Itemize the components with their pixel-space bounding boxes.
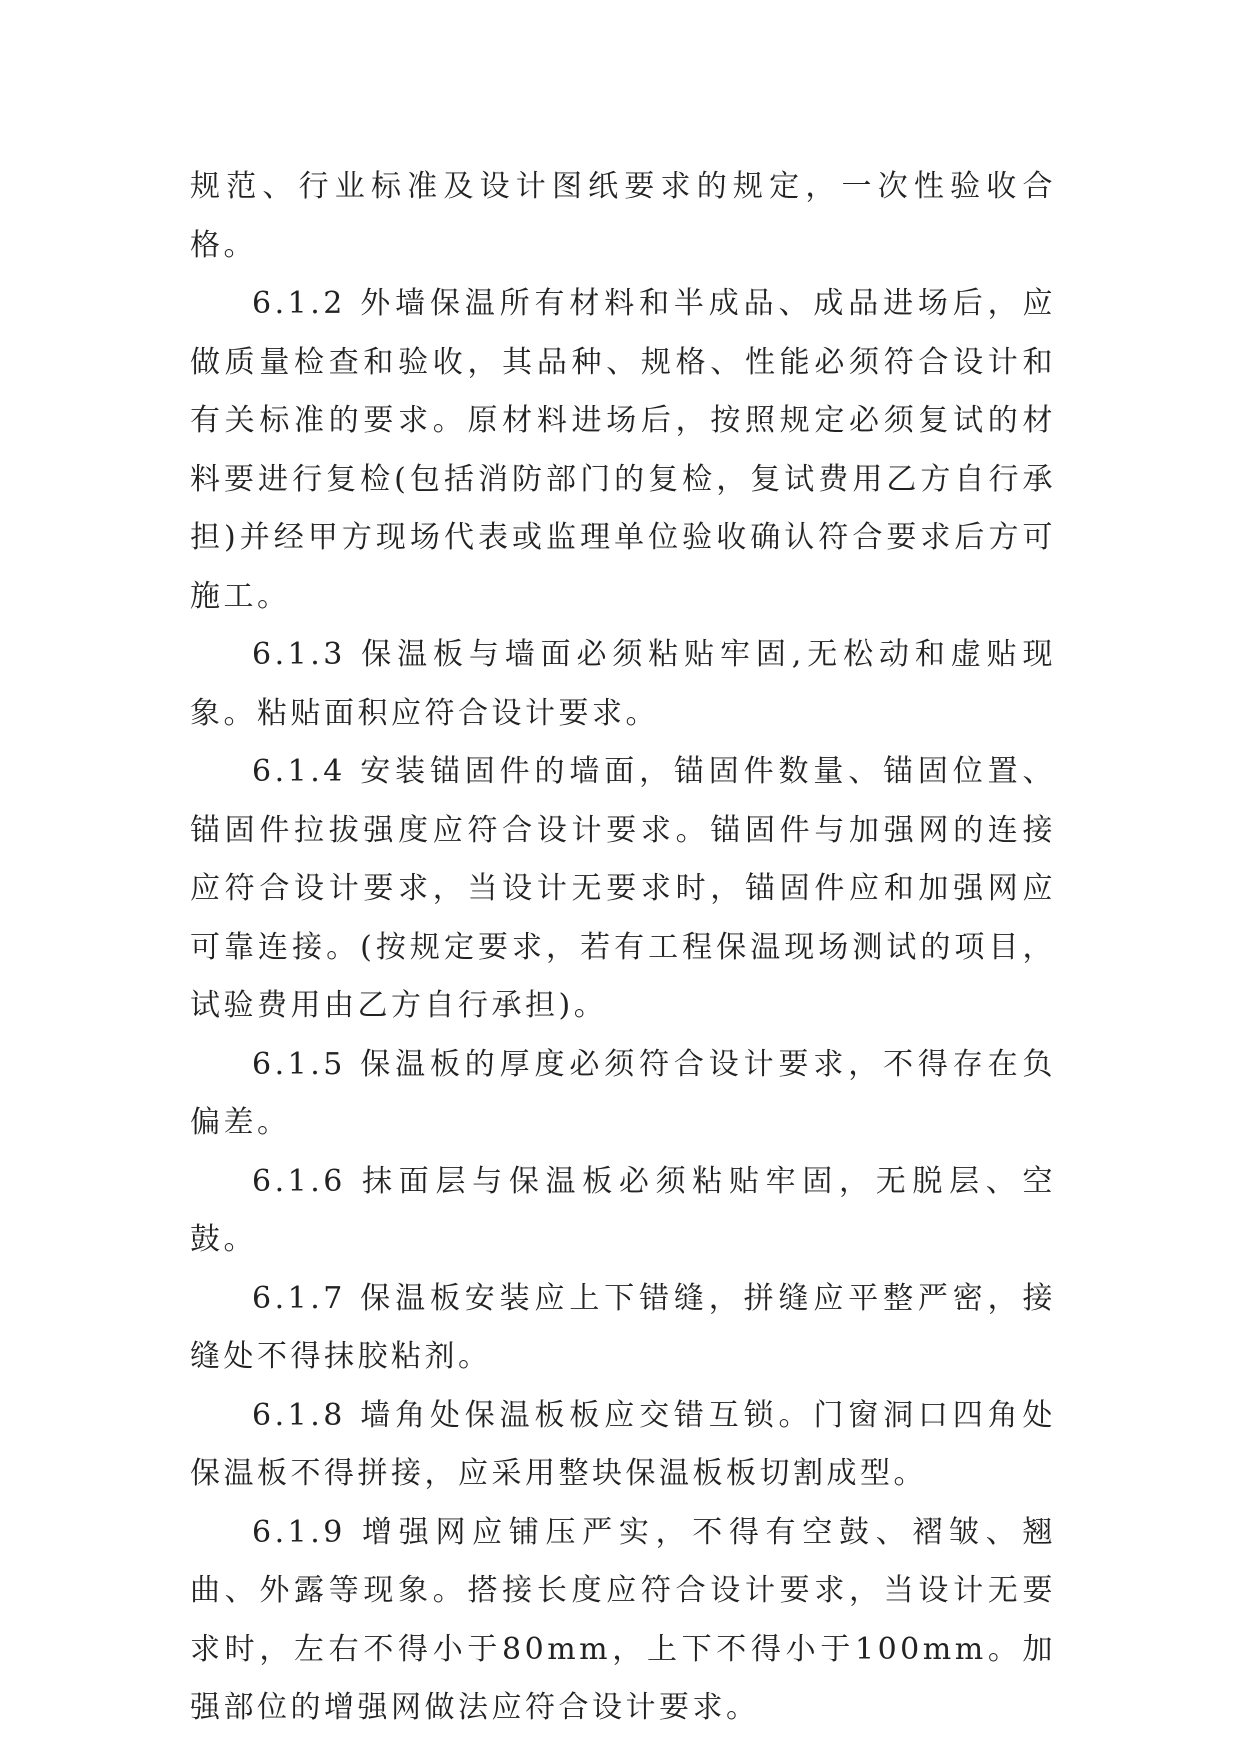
- paragraph-continuation: 规范、行业标准及设计图纸要求的规定，一次性验收合格。: [190, 169, 1056, 263]
- clause-6-1-9: 6.1.9 增强网应铺压严实，不得有空鼓、褶皱、翘曲、外露等现象。搭接长度应符合设计要求，当设计无要求时，左右不得小于80mm，上下不得小于100mm。加强部位的增强网做法应符合设计要求。: [190, 1514, 1056, 1725]
- clause-6-1-4: 6.1.4 安装锚固件的墙面，锚固件数量、锚固位置、锚固件拉拔强度应符合设计要求。锚固件与加强网的连接应符合设计要求，当设计无要求时，锚固件应和加强网应可靠连接。(按规定要求，若有工程保温现场测试的项目，试验费用由乙方自行承担)。: [190, 754, 1056, 1023]
- body-text: [190, 158, 1056, 1738]
- clause-6-1-2: 6.1.2 外墙保温所有材料和半成品、成品进场后，应做质量检查和验收，其品种、规格、性能必须符合设计和有关标准的要求。原材料进场后，按照规定必须复试的材料要进行复检(包括消防部门的复检，复试费用乙方自行承担)并经甲方现场代表或监理单位验收确认符合要求后方可施工。: [190, 286, 1056, 614]
- clause-6-1-5: 6.1.5 保温板的厚度必须符合设计要求，不得存在负偏差。: [190, 1046, 1056, 1140]
- clause-6-1-6: 6.1.6 抹面层与保温板必须粘贴牢固，无脱层、空鼓。: [190, 1163, 1056, 1257]
- clause-6-1-8: 6.1.8 墙角处保温板板应交错互锁。门窗洞口四角处保温板不得拼接，应采用整块保温板板切割成型。: [190, 1397, 1056, 1491]
- clause-6-1-3: 6.1.3 保温板与墙面必须粘贴牢固,无松动和虚贴现象。粘贴面积应符合设计要求。: [190, 637, 1056, 731]
- clause-6-1-7: 6.1.7 保温板安装应上下错缝，拼缝应平整严密，接缝处不得抹胶粘剂。: [190, 1280, 1056, 1374]
